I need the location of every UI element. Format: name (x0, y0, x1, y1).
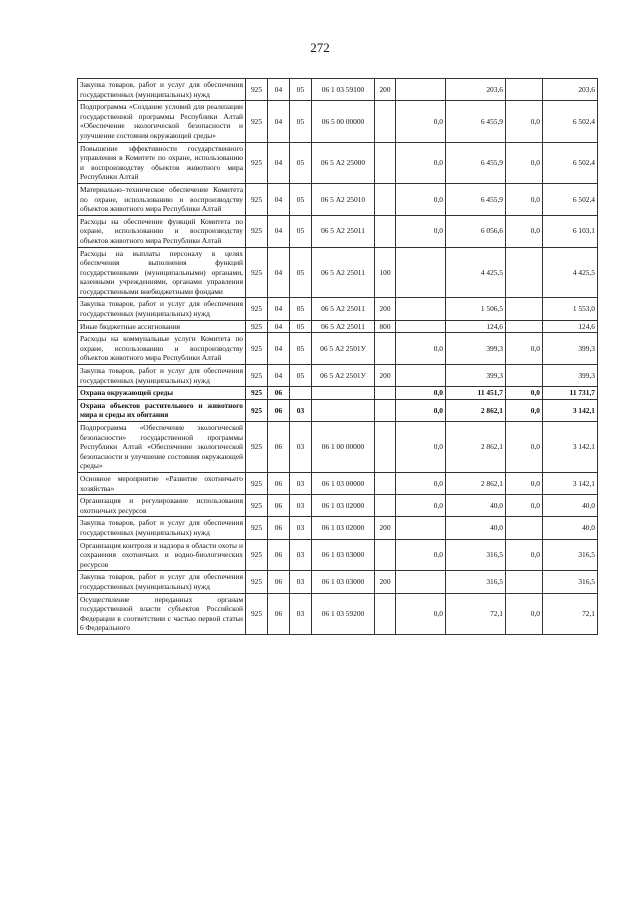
value-2: 6 455,9 (446, 101, 506, 142)
value-2: 40,0 (446, 517, 506, 539)
subsection-code: 03 (290, 517, 312, 539)
target-article: 06 5 А2 25011 (312, 247, 375, 298)
target-article: 06 5 А2 25011 (312, 320, 375, 333)
section-code: 06 (268, 571, 290, 593)
value-4: 124,6 (543, 320, 598, 333)
target-article: 06 1 03 59100 (312, 79, 375, 101)
subsection-code: 03 (290, 539, 312, 571)
expense-type (375, 593, 396, 634)
value-4: 399,3 (543, 333, 598, 365)
value-2: 1 506,5 (446, 298, 506, 320)
value-3: 0,0 (506, 593, 543, 634)
ved-code: 925 (246, 517, 268, 539)
target-article: 06 1 03 03000 (312, 571, 375, 593)
target-article: 06 5 А2 2501У (312, 365, 375, 387)
value-4: 40,0 (543, 517, 598, 539)
section-code: 04 (268, 79, 290, 101)
subsection-code: 03 (290, 399, 312, 421)
expense-type (375, 472, 396, 494)
row-name: Расходы на коммунальные услуги Комитета по охране, использованию и воспроизводству объектов животного мира Республики Алтай (78, 333, 246, 365)
ved-code: 925 (246, 298, 268, 320)
section-code: 06 (268, 517, 290, 539)
subsection-code: 03 (290, 472, 312, 494)
ved-code: 925 (246, 183, 268, 215)
value-1 (396, 247, 446, 298)
value-2: 2 862,1 (446, 422, 506, 473)
target-article: 06 5 А2 25000 (312, 142, 375, 183)
target-article: 06 5 А2 2501У (312, 333, 375, 365)
section-code: 04 (268, 101, 290, 142)
expense-type (375, 215, 396, 247)
section-code: 04 (268, 320, 290, 333)
subsection-code: 05 (290, 183, 312, 215)
ved-code: 925 (246, 79, 268, 101)
value-2: 2 862,1 (446, 399, 506, 421)
table-row (78, 79, 598, 101)
ved-code: 925 (246, 215, 268, 247)
expense-type (375, 422, 396, 473)
target-article: 06 5 А2 25011 (312, 298, 375, 320)
value-3: 0,0 (506, 399, 543, 421)
table-row (78, 495, 598, 517)
ved-code: 925 (246, 247, 268, 298)
table-row (78, 333, 598, 365)
value-1: 0,0 (396, 495, 446, 517)
row-name: Закупка товаров, работ и услуг для обеспечения государственных (муниципальных) нужд (78, 298, 246, 320)
ved-code: 925 (246, 593, 268, 634)
value-3: 0,0 (506, 333, 543, 365)
row-name: Иные бюджетные ассигнования (78, 320, 246, 333)
value-3 (506, 247, 543, 298)
expense-type: 200 (375, 517, 396, 539)
section-code: 04 (268, 365, 290, 387)
subsection-code: 05 (290, 215, 312, 247)
target-article: 06 5 А2 25011 (312, 215, 375, 247)
value-3 (506, 320, 543, 333)
value-1 (396, 298, 446, 320)
row-name: Расходы на выплаты персоналу в целях обеспечения выполнения функций государственными (муниципальными) органами, казенными учреждениями, органами управления государственными внебюджетными фондами (78, 247, 246, 298)
table-row (78, 142, 598, 183)
value-4: 6 103,1 (543, 215, 598, 247)
value-1: 0,0 (396, 399, 446, 421)
subsection-code: 05 (290, 79, 312, 101)
section-code: 06 (268, 472, 290, 494)
value-1: 0,0 (396, 593, 446, 634)
target-article (312, 399, 375, 421)
table-row (78, 247, 598, 298)
value-2: 399,3 (446, 365, 506, 387)
value-3: 0,0 (506, 539, 543, 571)
ved-code: 925 (246, 495, 268, 517)
value-4: 40,0 (543, 495, 598, 517)
value-1: 0,0 (396, 422, 446, 473)
ved-code: 925 (246, 365, 268, 387)
section-code: 06 (268, 399, 290, 421)
value-4: 6 502,4 (543, 101, 598, 142)
section-code: 04 (268, 183, 290, 215)
table-row (78, 215, 598, 247)
subsection-code: 03 (290, 571, 312, 593)
value-4: 4 425,5 (543, 247, 598, 298)
value-1 (396, 571, 446, 593)
ved-code: 925 (246, 101, 268, 142)
value-4: 3 142,1 (543, 399, 598, 421)
subsection-code: 05 (290, 101, 312, 142)
target-article (312, 387, 375, 400)
budget-table (77, 78, 598, 635)
value-3: 0,0 (506, 101, 543, 142)
expense-type: 200 (375, 571, 396, 593)
value-3 (506, 79, 543, 101)
row-name: Закупка товаров, работ и услуг для обеспечения государственных (муниципальных) нужд (78, 365, 246, 387)
subsection-code: 05 (290, 142, 312, 183)
value-1 (396, 79, 446, 101)
value-3: 0,0 (506, 183, 543, 215)
row-name: Повышение эффективности государственного управления в Комитете по охране, использованию и воспроизводству объектов животного мира Республики Алтай (78, 142, 246, 183)
value-4: 6 502,4 (543, 183, 598, 215)
value-3 (506, 298, 543, 320)
value-4: 316,5 (543, 571, 598, 593)
value-4: 3 142,1 (543, 422, 598, 473)
value-2: 399,3 (446, 333, 506, 365)
value-3: 0,0 (506, 495, 543, 517)
value-3: 0,0 (506, 387, 543, 400)
expense-type (375, 539, 396, 571)
ved-code: 925 (246, 422, 268, 473)
expense-type: 200 (375, 298, 396, 320)
table-row (78, 298, 598, 320)
expense-type (375, 142, 396, 183)
subsection-code: 03 (290, 495, 312, 517)
subsection-code: 05 (290, 320, 312, 333)
ved-code: 925 (246, 333, 268, 365)
table-row (78, 365, 598, 387)
expense-type: 200 (375, 79, 396, 101)
ved-code: 925 (246, 320, 268, 333)
value-3: 0,0 (506, 215, 543, 247)
target-article: 06 1 03 02000 (312, 495, 375, 517)
value-3: 0,0 (506, 142, 543, 183)
row-name: Охрана окружающей среды (78, 387, 246, 400)
page-number: 272 (310, 40, 330, 55)
expense-type: 100 (375, 247, 396, 298)
value-2: 124,6 (446, 320, 506, 333)
target-article: 06 5 00 00000 (312, 101, 375, 142)
row-name: Закупка товаров, работ и услуг для обеспечения государственных (муниципальных) нужд (78, 517, 246, 539)
row-name: Подпрограмма «Обеспечение экологической безопасности» государственной программы Республики Алтай «Обеспечение экологической безопасности и улучшение состояния окружающей среды» (78, 422, 246, 473)
value-2: 40,0 (446, 495, 506, 517)
subsection-code: 05 (290, 298, 312, 320)
table-row (78, 539, 598, 571)
value-1 (396, 365, 446, 387)
section-code: 04 (268, 215, 290, 247)
section-code: 06 (268, 495, 290, 517)
section-code: 04 (268, 298, 290, 320)
section-code: 06 (268, 387, 290, 400)
row-name: Основное мероприятие «Развитие охотничьего хозяйства» (78, 472, 246, 494)
value-1: 0,0 (396, 142, 446, 183)
subsection-code: 05 (290, 333, 312, 365)
section-code: 06 (268, 593, 290, 634)
row-name: Организация и регулирование использования охотничьих ресурсов (78, 495, 246, 517)
table-row (78, 101, 598, 142)
value-1: 0,0 (396, 215, 446, 247)
subsection-code: 05 (290, 247, 312, 298)
target-article: 06 1 03 00000 (312, 472, 375, 494)
value-3 (506, 365, 543, 387)
value-1: 0,0 (396, 387, 446, 400)
value-4: 72,1 (543, 593, 598, 634)
subsection-code: 03 (290, 593, 312, 634)
table-row (78, 183, 598, 215)
value-3: 0,0 (506, 422, 543, 473)
target-article: 06 1 00 00000 (312, 422, 375, 473)
row-name: Расходы на обеспечение функций Комитета по охране, использованию и воспроизводству объектов животного мира Республики Алтай (78, 215, 246, 247)
row-name: Подпрограмма «Создание условий для реализации государственной программы Республики Алтай «Обеспечение экологической безопасности и улучшение состояния окружающей среды» (78, 101, 246, 142)
section-code: 04 (268, 333, 290, 365)
expense-type (375, 333, 396, 365)
target-article: 06 1 03 59200 (312, 593, 375, 634)
expense-type (375, 495, 396, 517)
expense-type (375, 387, 396, 400)
value-4: 11 731,7 (543, 387, 598, 400)
ved-code: 925 (246, 539, 268, 571)
expense-type (375, 183, 396, 215)
value-4: 316,5 (543, 539, 598, 571)
value-4: 1 553,0 (543, 298, 598, 320)
value-2: 203,6 (446, 79, 506, 101)
target-article: 06 1 03 02000 (312, 517, 375, 539)
value-2: 316,5 (446, 571, 506, 593)
row-name: Охрана объектов растительного и животного мира и среды их обитания (78, 399, 246, 421)
value-1 (396, 517, 446, 539)
value-2: 11 451,7 (446, 387, 506, 400)
expense-type: 800 (375, 320, 396, 333)
section-code: 06 (268, 422, 290, 473)
value-2: 4 425,5 (446, 247, 506, 298)
value-4: 3 142,1 (543, 472, 598, 494)
value-4: 399,3 (543, 365, 598, 387)
value-2: 72,1 (446, 593, 506, 634)
section-code: 04 (268, 247, 290, 298)
table-row (78, 399, 598, 421)
value-4: 6 502,4 (543, 142, 598, 183)
expense-type (375, 399, 396, 421)
row-name: Осуществление переданных органам государственной власти субъектов Российской Федерации в соответствии с частью первой статьи 6 Федерального (78, 593, 246, 634)
row-name: Организация контроля и надзора в области охоты и сохранения охотничьих и водно-биологических ресурсов (78, 539, 246, 571)
value-1: 0,0 (396, 472, 446, 494)
value-2: 316,5 (446, 539, 506, 571)
ved-code: 925 (246, 571, 268, 593)
value-1: 0,0 (396, 539, 446, 571)
table-row (78, 517, 598, 539)
value-2: 6 455,9 (446, 183, 506, 215)
table-row (78, 422, 598, 473)
subsection-code: 03 (290, 422, 312, 473)
value-1: 0,0 (396, 333, 446, 365)
row-name: Закупка товаров, работ и услуг для обеспечения государственных (муниципальных) нужд (78, 571, 246, 593)
value-2: 2 862,1 (446, 472, 506, 494)
expense-type: 200 (375, 365, 396, 387)
table-row (78, 571, 598, 593)
table-body (78, 79, 598, 635)
section-code: 06 (268, 539, 290, 571)
target-article: 06 1 03 03000 (312, 539, 375, 571)
ved-code: 925 (246, 142, 268, 183)
value-2: 6 056,6 (446, 215, 506, 247)
ved-code: 925 (246, 472, 268, 494)
section-code: 04 (268, 142, 290, 183)
subsection-code (290, 387, 312, 400)
value-1: 0,0 (396, 101, 446, 142)
value-3 (506, 517, 543, 539)
value-2: 6 455,9 (446, 142, 506, 183)
table-row (78, 320, 598, 333)
value-3 (506, 571, 543, 593)
expense-type (375, 101, 396, 142)
value-1: 0,0 (396, 183, 446, 215)
value-1 (396, 320, 446, 333)
row-name: Закупка товаров, работ и услуг для обеспечения государственных (муниципальных) нужд (78, 79, 246, 101)
subsection-code: 05 (290, 365, 312, 387)
value-4: 203,6 (543, 79, 598, 101)
ved-code: 925 (246, 399, 268, 421)
value-3: 0,0 (506, 472, 543, 494)
table-row (78, 472, 598, 494)
table-row (78, 593, 598, 634)
ved-code: 925 (246, 387, 268, 400)
target-article: 06 5 А2 25010 (312, 183, 375, 215)
row-name: Материально–техническое обеспечение Комитета по охране, использованию и воспроизводству объектов животного мира Республики Алтай (78, 183, 246, 215)
table-row (78, 387, 598, 400)
